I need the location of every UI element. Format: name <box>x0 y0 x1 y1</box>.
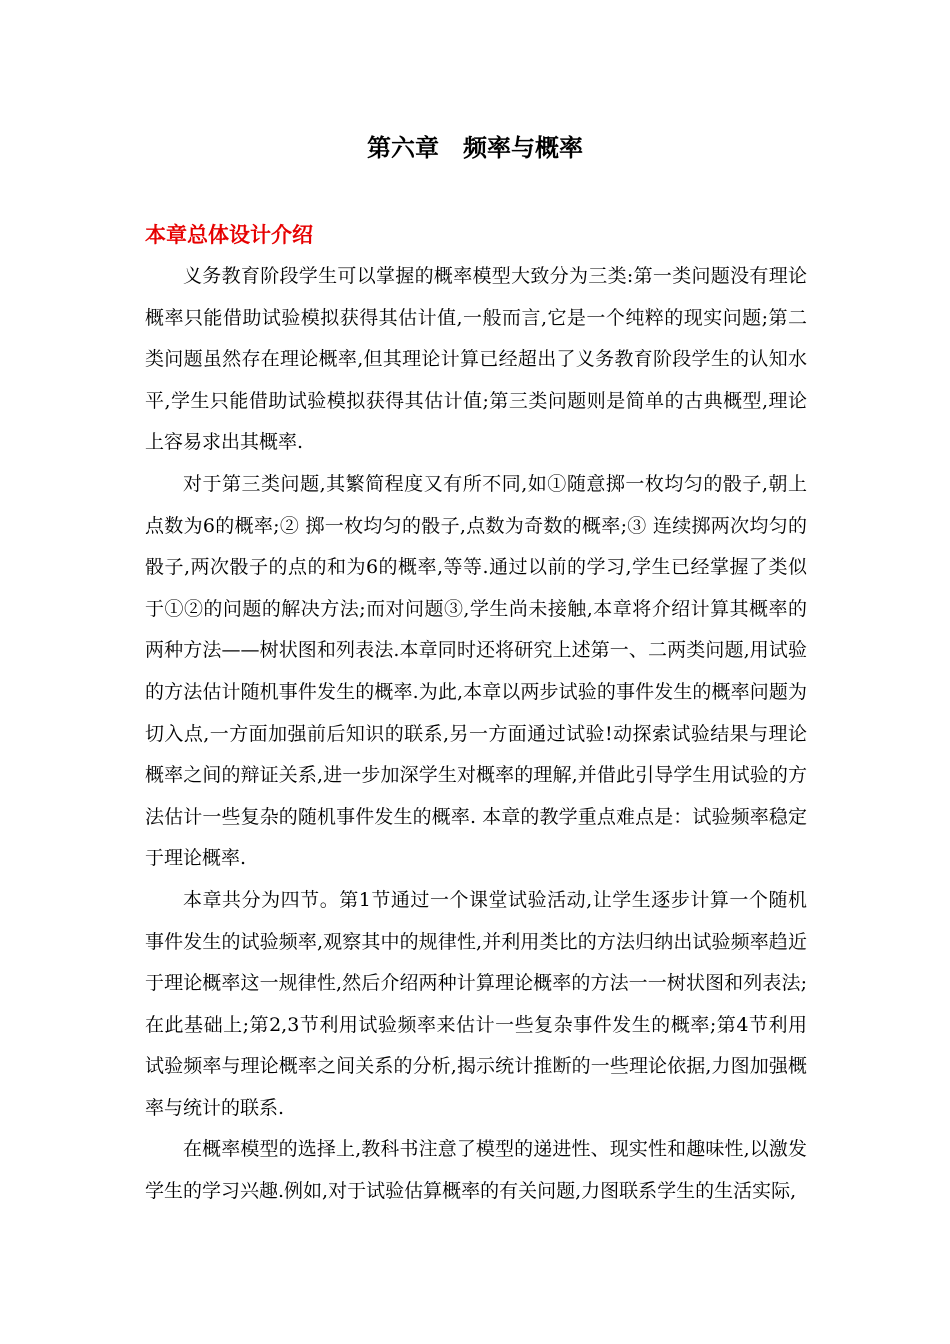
chapter-title: 第六章 频率与概率 <box>367 133 583 162</box>
section-heading: 本章总体设计介绍 <box>145 223 313 247</box>
paragraph-4: 在概率模型的选择上,教科书注意了模型的递进性、现实性和趣味性,以激发学生的学习兴趣.例如,对于试验估算概率的有关问题,力图联系学生的生活实际, <box>145 1138 807 1203</box>
body-text <box>145 256 807 1213</box>
paragraph-1: 义务教育阶段学生可以掌握的概率模型大致分为三类:第一类问题没有理论概率只能借助试验模拟获得其估计值,一般而言,它是一个纯粹的现实问题;第二类问题虽然存在理论概率,但其理论计算已经超出了义务教育阶段学生的认知水平,学生只能借助试验模拟获得其估计值;第三类问题则是简单的古典概型,理论上容易求出其概率. <box>145 265 807 454</box>
paragraph-3: 本章共分为四节。第1节通过一个课堂试验活动,让学生逐步计算一个随机事件发生的试验频率,观察其中的规律性,并利用类比的方法归纳出试验频率趋近于理论概率这一规律性,然后介绍两种计算理论概率的方法一一树状图和列表法;在此基础上;第2,3节利用试验频率来估计一些复杂事件发生的概率;第4节利用试验频率与理论概率之间关系的分析,揭示统计推断的一些理论依据,力图加强概率与统计的联系. <box>145 888 807 1119</box>
paragraph-2: 对于第三类问题,其繁简程度又有所不同,如①随意掷一枚均匀的骰子,朝上点数为6的概率;② 掷一枚均匀的骰子,点数为奇数的概率;③ 连续掷两次均匀的骰子,两次骰子的点的和为6的概率,等等.通过以前的学习,学生已经掌握了类似于①②的问题的解决方法;而对问题③,学生尚未接触,本章将介绍计算其概率的两种方法——树状图和列表法.本章同时还将研究上述第一、二两类问题,用试验的方法估计随机事件发生的概率.为此,本章以两步试验的事件发生的概率问题为切入点,一方面加强前后知识的联系,另一方面通过试验!动探索试验结果与理论概率之间的辩证关系,进一步加深学生对概率的理解,并借此引导学生用试验的方法估计一些复杂的随机事件发生的概率. 本章的教学重点难点是：试验频率稳定于理论概率. <box>145 472 807 870</box>
